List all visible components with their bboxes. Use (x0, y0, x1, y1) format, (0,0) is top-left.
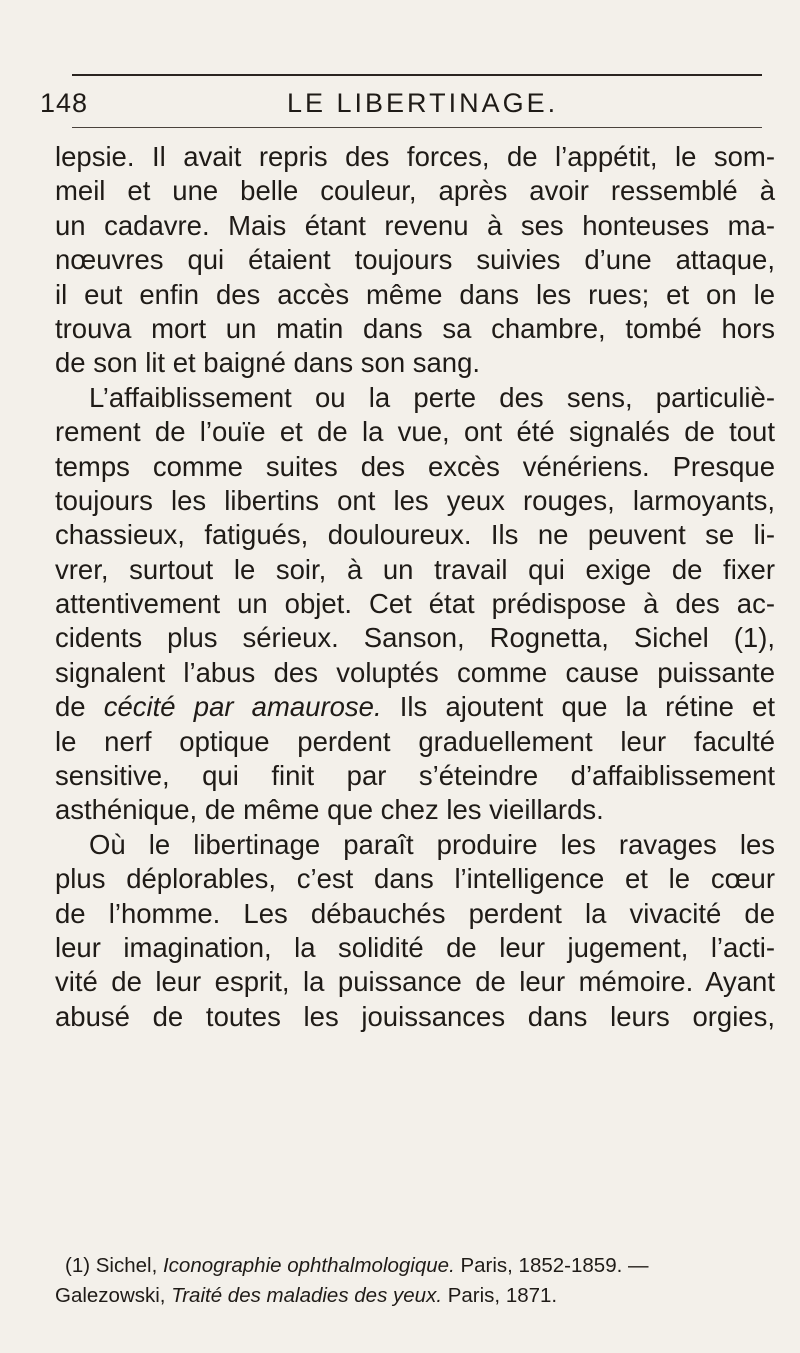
text-line: signalent l’abus des voluptés comme cause puissante (55, 656, 775, 688)
text-line: vrer, surtout le soir, à un travail qui exige de fixer (55, 553, 775, 585)
body-text (55, 140, 775, 1034)
text-line: rement de l’ouïe et de la vue, ont été signalés de tout (55, 416, 775, 448)
text-line: toujours les libertins ont les yeux rouges, larmoyants, (55, 484, 775, 516)
footnote-title: Traité des maladies des yeux. (171, 1284, 443, 1307)
text-segment: de (55, 691, 104, 723)
text-line: lepsie. Il avait repris des forces, de l’appétit, le som- (55, 141, 775, 172)
footnote-marker: (1) Sichel, (65, 1254, 163, 1277)
header-rule (72, 74, 762, 76)
text-line: plus déplorables, c’est dans l’intelligence et le cœur (55, 863, 775, 895)
text-line-with-italic (55, 690, 775, 724)
italic-term: cécité par amaurose. (103, 691, 382, 723)
text-line: Où le libertinage paraît produire les ravages les (89, 828, 775, 860)
text-line: leur imagination, la solidité de leur jugement, l’acti- (55, 931, 775, 963)
text-line: abusé de toutes les jouissances dans leurs orgies, (55, 1000, 775, 1032)
footnote-author: Galezowski, (55, 1284, 172, 1307)
text-line: trouva mort un matin dans sa chambre, tombé hors (55, 312, 775, 344)
footnotes (55, 1251, 775, 1311)
text-line: temps comme suites des excès vénériens. Presque (55, 450, 775, 482)
footnote-line (55, 1281, 775, 1311)
text-line: le nerf optique perdent graduellement leur faculté (55, 725, 775, 757)
text-line: cidents plus sérieux. Sanson, Rognetta, Sichel (1), (55, 622, 775, 654)
footnote-line (55, 1251, 775, 1281)
footnote-text: Paris, 1852-1859. — (454, 1254, 649, 1277)
page-number: 148 (40, 88, 89, 118)
running-title: LE LIBERTINAGE. (287, 88, 559, 118)
text-line: attentivement un objet. Cet état prédispose à des ac- (55, 588, 775, 620)
footnote-title: Iconographie ophthalmologique. (162, 1254, 455, 1277)
header-underline (72, 127, 762, 128)
text-line: asthénique, de même que chez les vieillards. (55, 794, 604, 826)
text-line: de son lit et baigné dans son sang. (55, 347, 481, 379)
footnote-text: Paris, 1871. (442, 1284, 558, 1307)
text-line: chassieux, fatigués, douloureux. Ils ne peuvent se li- (55, 519, 775, 551)
text-line: meil et une belle couleur, après avoir ressemblé à (55, 175, 775, 207)
text-line: un cadavre. Mais étant revenu à ses honteuses ma- (55, 209, 775, 241)
text-segment: Ils ajoutent que la rétine et (381, 691, 776, 723)
text-line: L’affaiblissement ou la perte des sens, particuliè- (89, 381, 775, 413)
text-line: de l’homme. Les débauchés perdent la vivacité de (55, 897, 775, 929)
text-line: sensitive, qui finit par s’éteindre d’affaiblissement (55, 760, 775, 792)
text-line: nœuvres qui étaient toujours suivies d’une attaque, (55, 244, 775, 276)
text-line: il eut enfin des accès même dans les rues; et on le (55, 278, 775, 310)
text-line: vité de leur esprit, la puissance de leur mémoire. Ayant (55, 966, 775, 998)
running-head (40, 88, 762, 124)
